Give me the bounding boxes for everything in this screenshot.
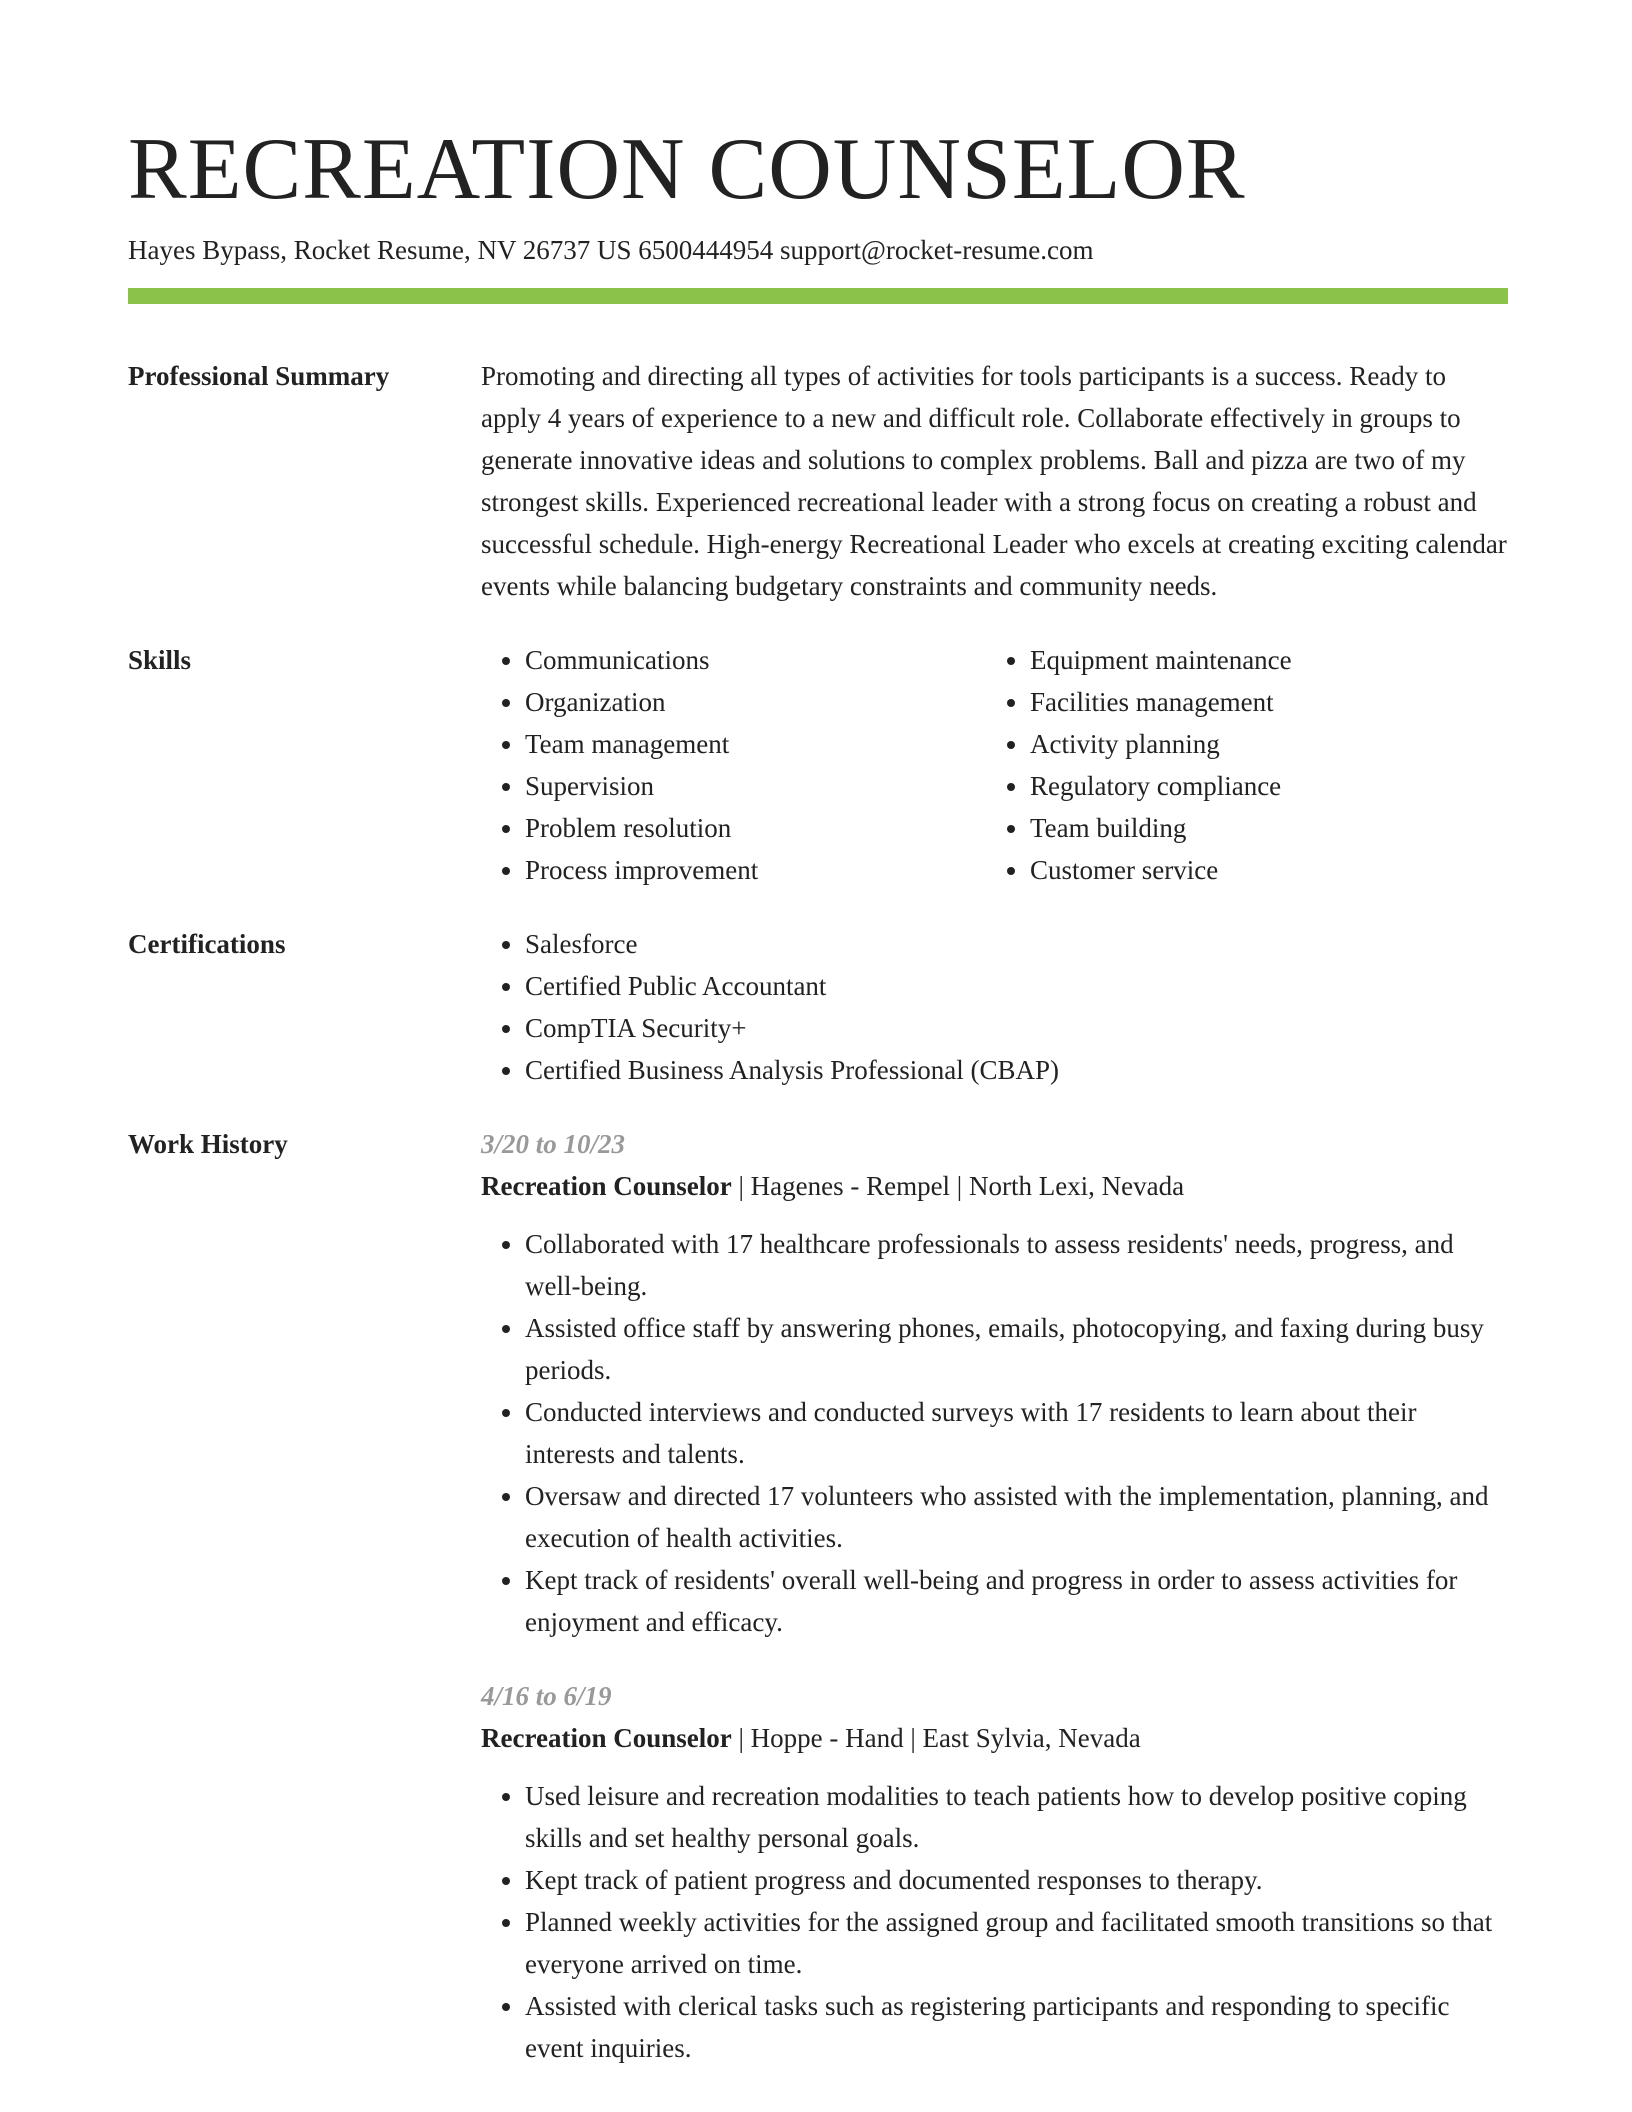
- job-title: Recreation Counselor: [481, 1723, 732, 1753]
- job-bullet: • Assisted office staff by answering phones, emails, photocopying, and faxing during busy periods.: [525, 1307, 1508, 1391]
- skills-column-1: [481, 639, 986, 891]
- skill-item: • Customer service: [1030, 849, 1508, 891]
- job-bullet: • Oversaw and directed 17 volunteers who assisted with the implementation, planning, and execution of health activities.: [525, 1475, 1508, 1559]
- skill-item: • Equipment maintenance: [1030, 639, 1508, 681]
- job-bullets: [481, 1775, 1508, 2069]
- job-bullet: • Collaborated with 17 healthcare professionals to assess residents' needs, progress, and well-being.: [525, 1223, 1508, 1307]
- job-title-line: [481, 1717, 1508, 1759]
- job-bullet: • Used leisure and recreation modalities to teach patients how to develop positive coping skills and set healthy personal goals.: [525, 1775, 1508, 1859]
- job-bullet: • Planned weekly activities for the assigned group and facilitated smooth transitions so that everyone arrived on time.: [525, 1901, 1508, 1985]
- work-history-section: [128, 1123, 1508, 2069]
- skill-item: • Organization: [525, 681, 986, 723]
- job-title: Recreation Counselor: [481, 1171, 732, 1201]
- header-divider: [128, 288, 1508, 304]
- job-employer-location: | Hoppe - Hand | East Sylvia, Nevada: [731, 1723, 1141, 1753]
- contact-email: support@rocket-resume.com: [779, 235, 1094, 265]
- contact-phone: 6500444954: [638, 235, 774, 265]
- skill-item: • Supervision: [525, 765, 986, 807]
- job-entry: [481, 1675, 1508, 2069]
- certification-item: • Certified Public Accountant: [525, 965, 1508, 1007]
- summary-text: Promoting and directing all types of activities for tools participants is a success. Ready to apply 4 years of experience to a new and difficult role. Collaborate effectively in groups to generate innovative ideas and solutions to complex problems. Ball and pizza are two of my strongest skills. Experienced recreational leader with a strong focus on creating a robust and successful schedule. High-energy Recreational Leader who excels at creating exciting calendar events while balancing budgetary constraints and community needs.: [481, 361, 1507, 601]
- job-employer-location: | Hagenes - Rempel | North Lexi, Nevada: [731, 1171, 1185, 1201]
- certification-item: • Certified Business Analysis Professional (CBAP): [525, 1049, 1508, 1091]
- job-bullets: [481, 1223, 1508, 1643]
- certifications-list: [481, 923, 1508, 1091]
- certifications-heading: Certifications: [128, 929, 286, 959]
- contact-line: [128, 232, 1508, 268]
- skills-heading: Skills: [128, 645, 192, 675]
- job-bullet: • Assisted with clerical tasks such as registering participants and responding to specific event inquiries.: [525, 1985, 1508, 2069]
- certifications-section: [128, 923, 1508, 1091]
- skill-item: • Process improvement: [525, 849, 986, 891]
- job-dates: 3/20 to 10/23: [481, 1129, 626, 1159]
- resume-name: RECREATION COUNSELOR: [128, 121, 1246, 218]
- contact-address: Hayes Bypass, Rocket Resume, NV 26737 US: [128, 235, 632, 265]
- skill-item: • Team management: [525, 723, 986, 765]
- skill-item: • Communications: [525, 639, 986, 681]
- skills-column-2: [986, 639, 1508, 891]
- job-dates: 4/16 to 6/19: [481, 1681, 612, 1711]
- certification-item: • Salesforce: [525, 923, 1508, 965]
- skills-section: [128, 639, 1508, 891]
- skill-item: • Problem resolution: [525, 807, 986, 849]
- job-bullet: • Conducted interviews and conducted surveys with 17 residents to learn about their interests and talents.: [525, 1391, 1508, 1475]
- resume-page: [128, 120, 1508, 2069]
- work-history-heading: Work History: [128, 1129, 288, 1159]
- work-history-list: [481, 1123, 1508, 2069]
- job-bullet: • Kept track of patient progress and documented responses to therapy.: [525, 1859, 1508, 1901]
- skills-list: [481, 639, 1508, 891]
- job-bullet: • Kept track of residents' overall well-being and progress in order to assess activities for enjoyment and efficacy.: [525, 1559, 1508, 1643]
- job-title-line: [481, 1165, 1508, 1207]
- skill-item: • Team building: [1030, 807, 1508, 849]
- skill-item: • Activity planning: [1030, 723, 1508, 765]
- certification-item: • CompTIA Security+: [525, 1007, 1508, 1049]
- summary-section: [128, 355, 1508, 607]
- skill-item: • Regulatory compliance: [1030, 765, 1508, 807]
- job-entry: [481, 1123, 1508, 1643]
- skill-item: • Facilities management: [1030, 681, 1508, 723]
- summary-heading: Professional Summary: [128, 361, 390, 391]
